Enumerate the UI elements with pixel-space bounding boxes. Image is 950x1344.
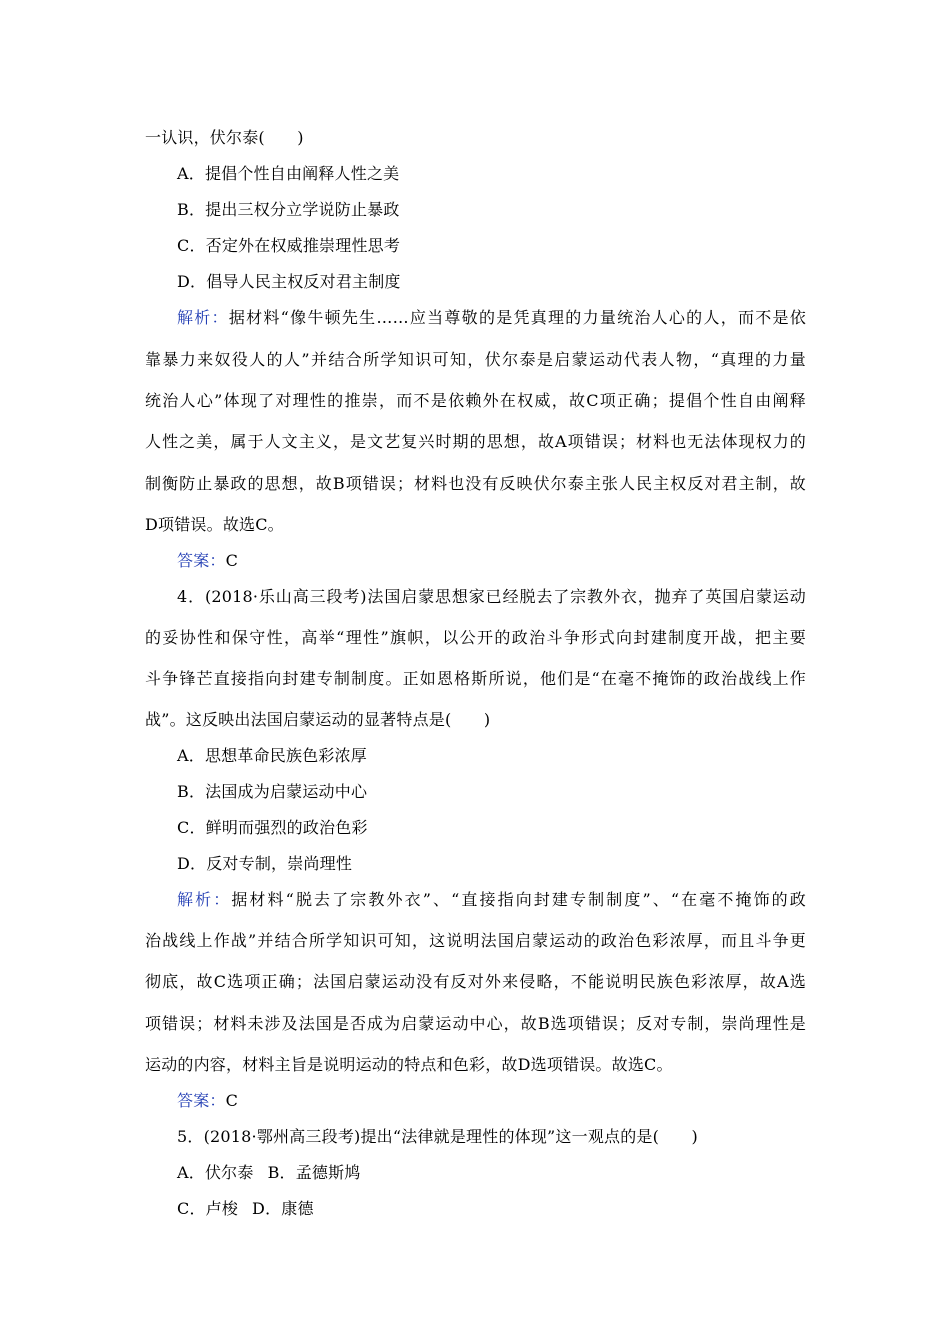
- q4-analysis-label: 解析：: [177, 890, 232, 909]
- q4-stem-line-2: 的妥协性和保守性，高举“理性”旗帜，以公开的政治斗争形式向封建制度开战，把主要: [145, 628, 806, 647]
- q3-analysis-line-5: 制衡防止暴政的思想，故B项错误；材料也没有反映伏尔泰主张人民主权反对君主制，故: [145, 474, 806, 493]
- q4-option-d: D．反对专制，崇尚理性: [177, 854, 353, 873]
- q4-analysis-line-5: 运动的内容，材料主旨是说明运动的特点和色彩，故D选项错误。故选C。: [145, 1055, 673, 1074]
- q4-analysis-line-4: 项错误；材料未涉及法国是否成为启蒙运动中心，故B选项错误；反对专制，崇尚理性是: [145, 1014, 806, 1033]
- q5-option-c: C．卢梭: [177, 1199, 239, 1218]
- q4-stem-line-1: 4．(2018·乐山高三段考)法国启蒙思想家已经脱去了宗教外衣，抛弃了英国启蒙运动: [177, 587, 806, 606]
- q5-option-b: B．孟德斯鸠: [267, 1163, 361, 1182]
- q3-analysis-line-4: 人性之美，属于人文主义，是文艺复兴时期的思想，故A项错误；材料也无法体现权力的: [145, 432, 806, 451]
- q4-analysis-text-1: 据材料“脱去了宗教外衣”、“直接指向封建专制制度”、“在毫不掩饰的政: [231, 890, 806, 909]
- q4-answer-value: C: [225, 1091, 239, 1110]
- q4-stem-line-3: 斗争锋芒直接指向封建专制制度。正如恩格斯所说，他们是“在毫不掩饰的政治战线上作: [145, 669, 806, 688]
- q3-answer: [177, 551, 238, 571]
- q4-option-c: C．鲜明而强烈的政治色彩: [177, 818, 368, 837]
- q3-analysis-line-3: 统治人心”体现了对理性的推崇，而不是依赖外在权威，故C项正确；提倡个性自由阐释: [145, 391, 806, 410]
- q3-analysis-line-2: 靠暴力来奴役人的人”并结合所学知识可知，伏尔泰是启蒙运动代表人物，“真理的力量: [145, 350, 806, 369]
- q4-answer: [177, 1091, 238, 1111]
- q3-option-a: A．提倡个性自由阐释人性之美: [177, 164, 400, 183]
- q3-stem-tail: 一认识，伏尔泰( ): [145, 128, 304, 147]
- q3-analysis-label: 解析：: [177, 308, 229, 327]
- q3-analysis-line-6: D项错误。故选C。: [145, 515, 284, 534]
- q3-answer-label: 答案：: [177, 551, 226, 570]
- q3-answer-value: C: [225, 551, 239, 570]
- q3-analysis-text-1: 据材料“像牛顿先生……应当尊敬的是凭真理的力量统治人心的人，而不是依: [228, 308, 806, 327]
- q5-option-d: D．康德: [252, 1199, 314, 1218]
- q4-stem-line-4: 战”。这反映出法国启蒙运动的显著特点是( ): [145, 710, 491, 729]
- q5-options-row-1: [177, 1163, 361, 1183]
- q5-option-a: A．伏尔泰: [177, 1163, 254, 1182]
- q5-options-row-2: [177, 1199, 314, 1219]
- q3-option-d: D．倡导人民主权反对君主制度: [177, 272, 401, 291]
- q4-analysis-line-2: 治战线上作战”并结合所学知识可知，这说明法国启蒙运动的政治色彩浓厚，而且斗争更: [145, 931, 806, 950]
- q3-analysis-line-1: [177, 308, 806, 328]
- q4-option-a: A．思想革命民族色彩浓厚: [177, 746, 367, 765]
- q4-analysis-line-1: [177, 890, 806, 910]
- q3-option-b: B．提出三权分立学说防止暴政: [177, 200, 400, 219]
- q4-option-b: B．法国成为启蒙运动中心: [177, 782, 368, 801]
- q4-analysis-line-3: 彻底，故C选项正确；法国启蒙运动没有反对外来侵略，不能说明民族色彩浓厚，故A选: [145, 972, 806, 991]
- q4-answer-label: 答案：: [177, 1091, 226, 1110]
- q3-option-c: C．否定外在权威推崇理性思考: [177, 236, 401, 255]
- q5-stem: 5．(2018·鄂州高三段考)提出“法律就是理性的体现”这一观点的是( ): [177, 1127, 698, 1146]
